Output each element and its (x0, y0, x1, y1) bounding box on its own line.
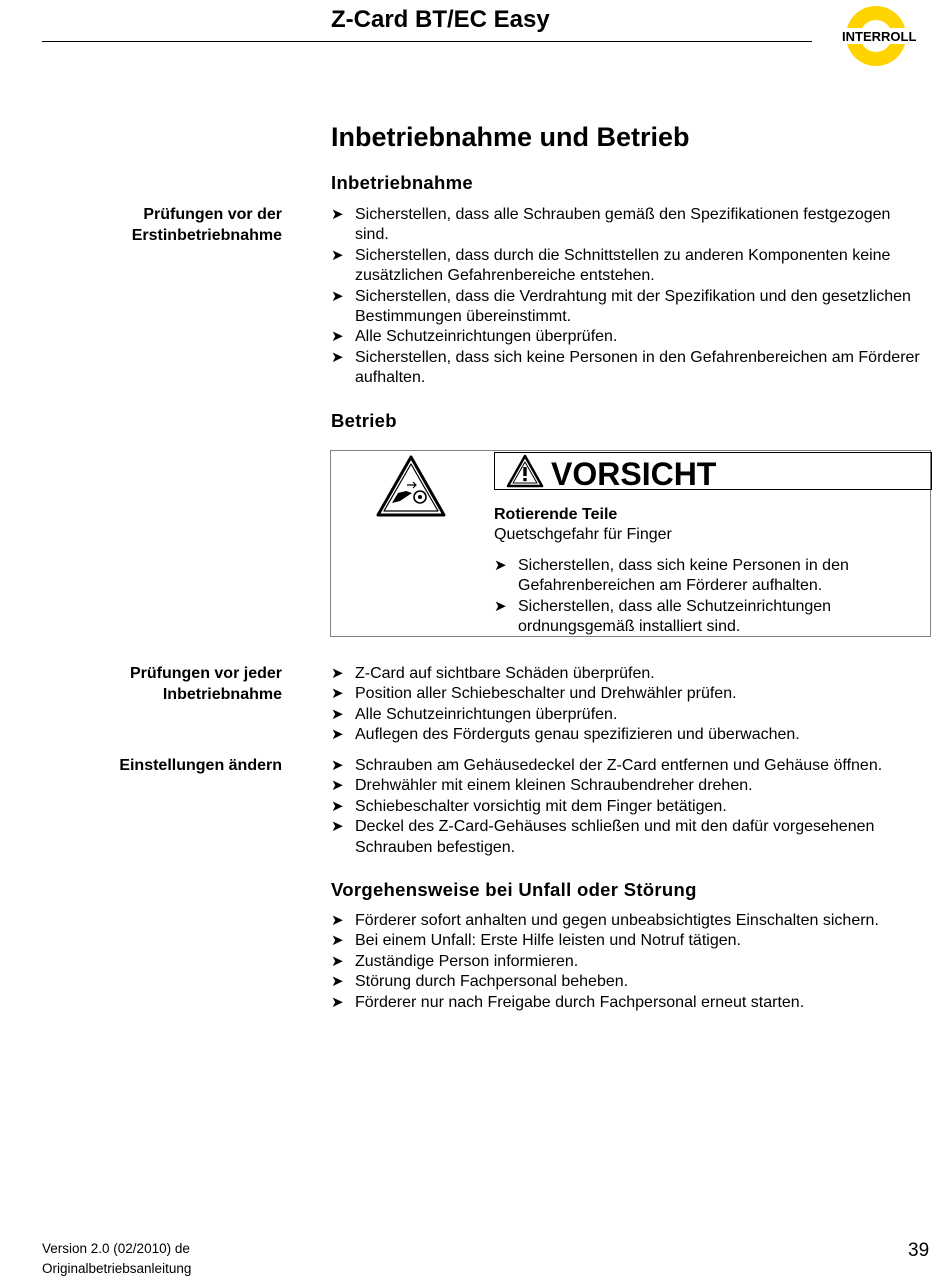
arrowhead-bullet-icon: ➤ (331, 206, 344, 223)
crushing-hazard-rotating-parts-icon (376, 455, 446, 517)
arrowhead-bullet-icon: ➤ (331, 287, 344, 305)
section-heading-unfall: Vorgehensweise bei Unfall oder Störung (331, 879, 697, 900)
arrowhead-bullet-icon: ➤ (331, 705, 344, 723)
arrowhead-bullet-icon: ➤ (331, 328, 344, 346)
side-label-line: Prüfungen vor jeder (129, 665, 282, 682)
arrowhead-bullet-icon: ➤ (331, 912, 344, 929)
arrowhead-bullet-icon: ➤ (331, 932, 344, 950)
list-item: ➤ Sicherstellen, dass die Verdrahtung mit der Spezifikation und den gesetzlichen Bestimmungen übereinstimmt. (331, 287, 911, 326)
footer-version-block (42, 1239, 191, 1279)
list-item: ➤ Förderer sofort anhalten und gegen unbeabsichtigtes Einschalten sichern. (331, 911, 927, 931)
list-item: ➤ Förderer nur nach Freigabe durch Fachpersonal erneut starten. (331, 993, 927, 1013)
side-label-line: Einstellungen ändern (119, 757, 282, 774)
list-pruefungen (331, 664, 927, 746)
warning-list (494, 556, 914, 638)
section-heading-betrieb: Betrieb (331, 410, 397, 431)
document-title: Z-Card BT/EC Easy (331, 6, 550, 33)
section-heading-inbetriebnahme: Inbetriebnahme (331, 172, 473, 193)
arrowhead-bullet-icon: ➤ (331, 665, 344, 682)
arrowhead-bullet-icon: ➤ (331, 973, 344, 991)
arrowhead-bullet-icon: ➤ (494, 597, 507, 615)
list-item: ➤ Deckel des Z-Card-Gehäuses schließen und mit den dafür vorgesehenen Schrauben befestigen. (331, 818, 875, 856)
side-label-line: Erstinbetriebnahme (131, 226, 282, 244)
arrowhead-bullet-icon: ➤ (331, 952, 344, 970)
list-item: ➤ Zuständige Person informieren. (331, 952, 927, 972)
arrowhead-bullet-icon: ➤ (331, 726, 344, 744)
arrowhead-bullet-icon: ➤ (331, 993, 344, 1011)
header-rule (42, 41, 812, 42)
arrowhead-bullet-icon: ➤ (331, 757, 344, 774)
list-item: ➤ Auflegen des Förderguts genau spezifizieren und überwachen. (331, 725, 927, 745)
list-item: ➤ Schrauben am Gehäusedeckel der Z-Card entfernen und Gehäuse öffnen. (331, 756, 927, 776)
list-inbetriebnahme (331, 205, 927, 389)
list-item: ➤ Bei einem Unfall: Erste Hilfe leisten und Notruf tätigen. (331, 931, 927, 951)
list-item: ➤ Sicherstellen, dass alle Schrauben gemäß den Spezifikationen festgezogen sind. (331, 206, 891, 244)
page-title: Inbetriebnahme und Betrieb (331, 122, 690, 152)
list-item: ➤ Position aller Schiebeschalter und Drehwähler prüfen. (331, 684, 927, 704)
exclamation-triangle-icon (506, 454, 544, 488)
list-unfall (331, 911, 927, 1013)
list-item: ➤ Alle Schutzeinrichtungen überprüfen. (331, 327, 927, 347)
side-label-line: Inbetriebnahme (162, 685, 282, 703)
side-label-pruefungen-jeder-inbetriebnahme (32, 664, 282, 705)
list-item: ➤ Sicherstellen, dass sich keine Personen in den Gefahrenbereichen am Förderer aufhalten. (331, 348, 920, 387)
list-item: ➤ Sicherstellen, dass durch die Schnittstellen zu anderen Komponenten keine zusätzlichen Gefahrenbereiche entstehen. (331, 246, 891, 285)
list-item: ➤ Sicherstellen, dass sich keine Personen in den Gefahrenbereichen am Förderer aufhalten. (494, 557, 849, 595)
interroll-logo (838, 4, 938, 68)
arrowhead-bullet-icon: ➤ (331, 685, 344, 703)
side-label-pruefungen-erstinbetriebnahme (32, 205, 282, 246)
list-einstellungen (331, 756, 927, 858)
list-item: ➤ Drehwähler mit einem kleinen Schraubendreher drehen. (331, 776, 927, 796)
arrowhead-bullet-icon: ➤ (331, 777, 344, 795)
arrowhead-bullet-icon: ➤ (494, 557, 507, 574)
arrowhead-bullet-icon: ➤ (331, 246, 344, 264)
footer-doc-type: Originalbetriebsanleitung (42, 1261, 192, 1276)
logo-text: INTERROLL (842, 29, 917, 44)
warning-signal-word: VORSICHT (551, 456, 717, 492)
arrowhead-bullet-icon: ➤ (331, 797, 344, 815)
list-item: ➤ Störung durch Fachpersonal beheben. (331, 972, 927, 992)
list-item: ➤ Schiebeschalter vorsichtig mit dem Finger betätigen. (331, 797, 927, 817)
list-item: ➤ Sicherstellen, dass alle Schutzeinrichtungen ordnungsgemäß installiert sind. (494, 597, 832, 636)
footer-version: Version 2.0 (02/2010) de (42, 1241, 190, 1256)
list-item: ➤ Z-Card auf sichtbare Schäden überprüfen. (331, 664, 927, 684)
side-label-einstellungen-aendern (32, 756, 282, 777)
page-number: 39 (908, 1240, 930, 1261)
arrowhead-bullet-icon: ➤ (331, 348, 344, 366)
arrowhead-bullet-icon: ➤ (331, 818, 344, 836)
warning-text: Quetschgefahr für Finger (494, 526, 672, 543)
side-label-line: Prüfungen vor der (143, 206, 282, 223)
warning-title: Rotierende Teile (494, 506, 618, 523)
list-item: ➤ Alle Schutzeinrichtungen überprüfen. (331, 705, 927, 725)
